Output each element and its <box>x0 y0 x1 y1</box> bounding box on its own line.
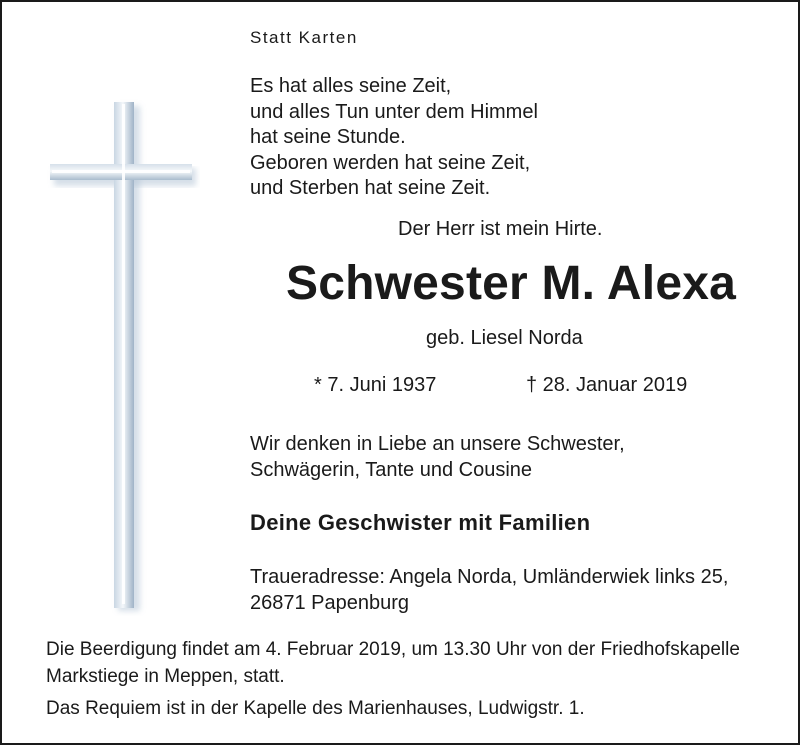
address-line: Traueradresse: Angela Norda, Umländerwiek links 25, <box>250 566 729 588</box>
death-date: † 28. Januar 2019 <box>526 374 688 396</box>
verse-line: und Sterben hat seine Zeit. <box>250 177 491 199</box>
verse-line: und alles Tun unter dem Himmel <box>250 100 538 123</box>
verse-line: Geboren werden hat seine Zeit, <box>250 151 531 174</box>
signature: Deine Geschwister mit Familien <box>250 510 591 535</box>
header-statt-karten: Statt Karten <box>250 28 358 47</box>
verse-block <box>250 74 538 202</box>
requiem-info: Das Requiem ist in der Kapelle des Marienhauses, Ludwigstr. 1. <box>46 698 585 719</box>
birth-name: geb. Liesel Norda <box>426 327 583 349</box>
remembrance-line: Schwägerin, Tante und Cousine <box>250 459 533 481</box>
remembrance-line: Wir denken in Liebe an unsere Schwester, <box>250 433 625 455</box>
funeral-info <box>46 636 740 690</box>
verse-line: hat seine Stunde. <box>250 126 406 148</box>
remembrance-text <box>250 431 625 483</box>
address-line: 26871 Papenburg <box>250 592 410 614</box>
verse-line: Es hat alles seine Zeit, <box>250 75 452 97</box>
funeral-line: Die Beerdigung findet am 4. Februar 2019, um 13.30 Uhr von der Friedhofskapelle <box>46 639 740 660</box>
deceased-name: Schwester M. Alexa <box>286 257 737 310</box>
motto: Der Herr ist mein Hirte. <box>398 218 603 240</box>
cross-icon <box>40 96 200 616</box>
birth-date: * 7. Juni 1937 <box>314 374 437 396</box>
funeral-line: Markstiege in Meppen, statt. <box>46 666 285 687</box>
mourning-address <box>250 564 728 616</box>
